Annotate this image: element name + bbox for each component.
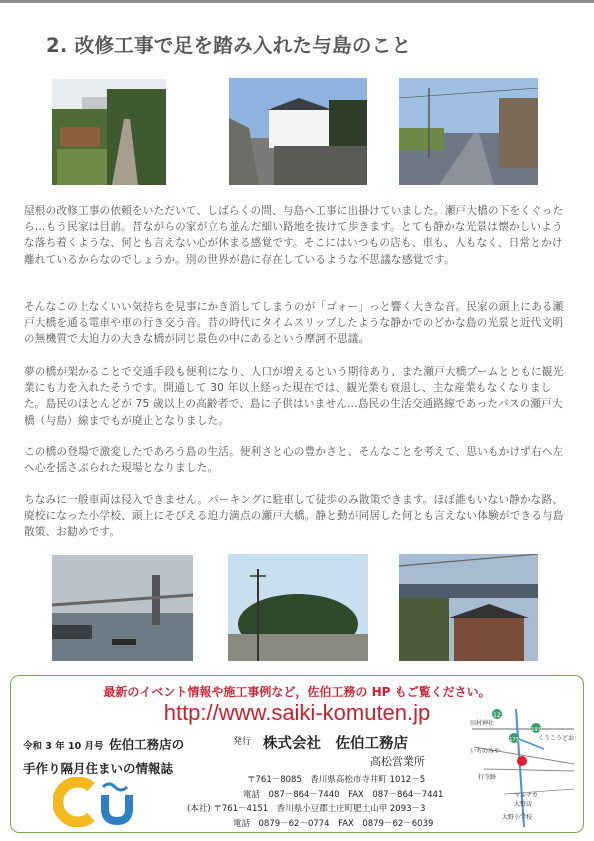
body-paragraph: 夢の橋が架かることで交通手段も便利になり、人口が増えるという期待あり、また瀬戸大橋ブームとともに観光業にも力を入れたそうです。開通して 30 年以上経った現在では、観光業も衰退し、主な産業もなくなりました。島民のほとんどが 75 歳以上の高齢者で、島に子供はいません…島民の生活交通路線であったバスの瀬戸大橋（与島）線までもが廃止となりました。	[24, 366, 564, 427]
issue-title-line2: 手作り隔月住まいの情報誌	[23, 761, 174, 776]
map-label-temple-ruins: 行寺跡	[478, 774, 497, 781]
map-label-marunaka: マルナカ	[514, 792, 538, 799]
map-label-ohno-school: 大野小学校	[502, 814, 533, 821]
map-label-ohno-store: 大野店	[514, 801, 533, 808]
company-name: 株式会社 佐伯工務店	[263, 736, 408, 752]
head-office-phone: 電話 0879－62－0774 FAX 0879－62－6039	[233, 819, 434, 829]
photo-road	[399, 78, 538, 185]
map-label-ichinomiya: いちのみや	[470, 748, 501, 755]
route-193-number: 193	[531, 727, 541, 733]
photo-hill-pole	[228, 554, 368, 661]
issue-title-line1: 佐伯工務店の	[109, 737, 185, 752]
photo-bridge-houses	[399, 554, 538, 661]
photo-stone-wall-house	[229, 78, 367, 185]
publisher-label: 発行	[233, 737, 252, 747]
access-map	[464, 709, 576, 827]
top-rule	[0, 0, 594, 3]
map-label-kuukou-doori: くうこうどおり	[538, 735, 576, 742]
footer-box	[10, 675, 584, 833]
news-banner: 最新のイベント情報や施工事例など，佐伯工務の HP もご覧ください。	[103, 685, 491, 699]
map-label-tamura-jinja: 田村神社	[470, 720, 495, 727]
photo-alley	[52, 79, 166, 185]
body-paragraph: そんなこの上なくいい気持ちを見事にかき消してしまうのが「ゴォー」っと響く大きな音。民家の頭上にある瀬戸大橋を通る電車や車の行き交う音。昔の時代にタイムスリップしたような静かでのどかな島の光景と近代文明の無機質で大迫力の大きな橋が同じ景色の中にあるという摩訶不思議。	[24, 301, 564, 346]
photo-bridge-sea	[52, 555, 193, 661]
issue-date: 令和 3 年 10 月号	[23, 741, 104, 752]
branch-name: 高松営業所	[370, 755, 425, 768]
body-paragraph: この橋の登場で激変したであろう島の生活。便利さと心の豊かさと、そんなことを考えて、思いもかけず右へ左へ心を揺さぶられた現場となりました。	[24, 446, 564, 475]
route-173-number: 173	[509, 737, 519, 743]
branch-address: 〒761－8085 香川県高松市寺井町 1012－5	[247, 775, 426, 785]
issue-info	[23, 734, 184, 777]
route-12-number: 12	[493, 712, 501, 719]
homepage-link[interactable]: http://www.saiki-komuten.jp	[163, 700, 431, 725]
page-title: 2. 改修工事で足を踏み入れた与島のこと	[46, 34, 412, 57]
body-paragraph: 屋根の改修工事の依頼をいただいて、しばらくの間、与島へ工事に出掛けていました。瀬戸大橋の下をくぐったら…もう民家は目前。昔ながらの家が立ち並んだ細い路地を抜けて歩きます。とても静かな光景は懐かしいような落ち着くような、何とも言えない心が休まる感覚です。そこにはいつもの店も、車も、人もなく、日常とかけ離れているからなのでしょうか。別の世界が島に存在しているような不思議な感覚です。	[24, 205, 564, 266]
body-paragraph: ちなみに一般車両は侵入できません。パーキングに駐車して徒歩のみ散策できます。ほぼ誰もいない静かな路、廃校になった小学校、頭上にそびえる迫力満点の瀬戸大橋。静と動が同居した何とも言えない体験ができる与島散策、お勧めです。	[24, 494, 564, 539]
cu-logo	[53, 777, 149, 831]
head-office-address: (本社) 〒761－4151 香川県小豆郡土庄町肥土山甲 2093－3	[187, 804, 426, 814]
branch-phone: 電話 087－864－7440 FAX 087－864－7441	[243, 790, 444, 800]
